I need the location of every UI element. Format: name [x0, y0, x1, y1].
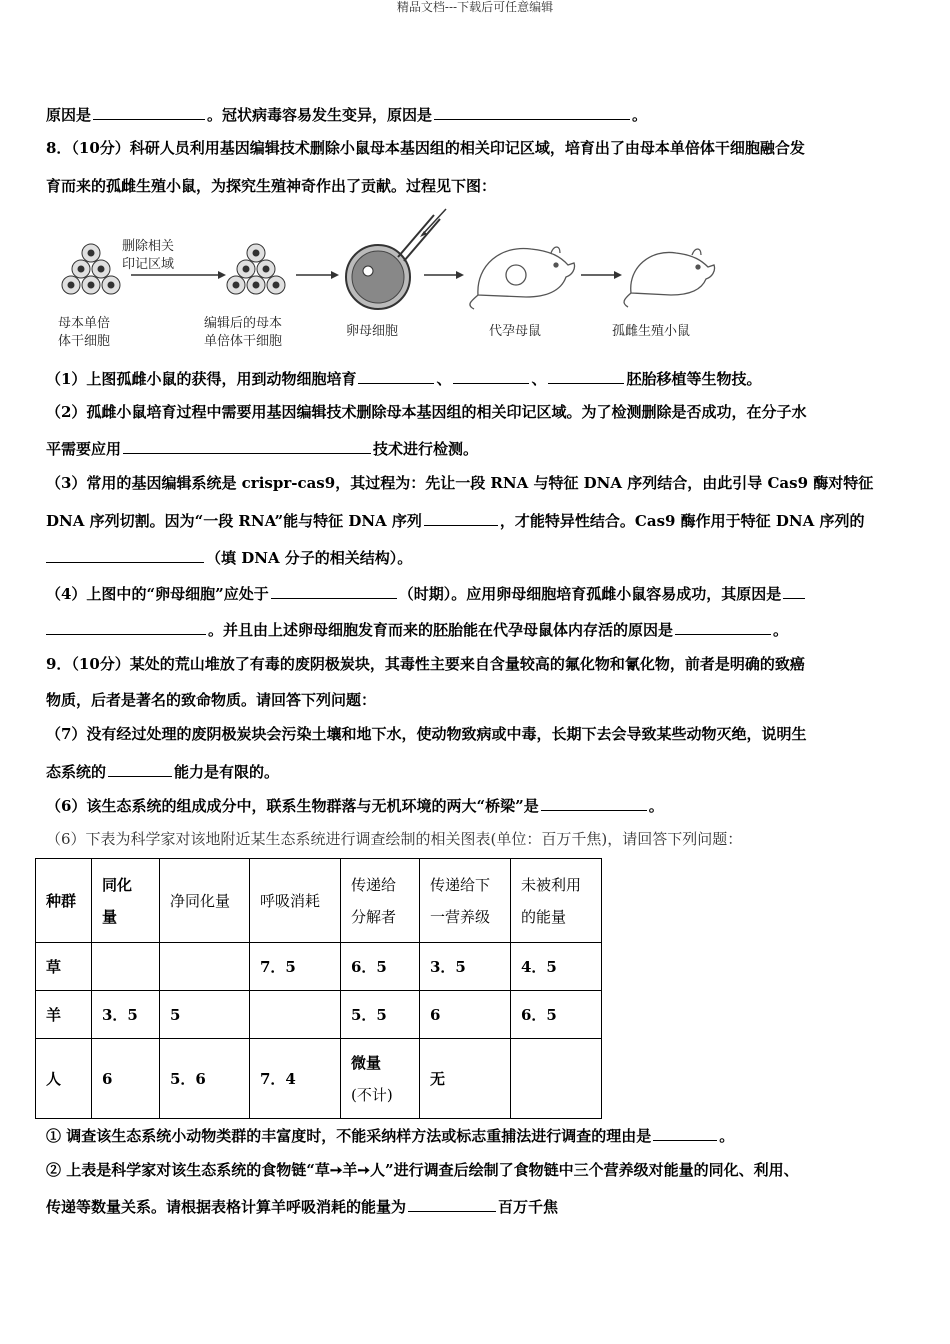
- table-cell: [250, 991, 341, 1039]
- text: （6）该生态系统的组成成分中，联系生物群落与无机环境的两大“桥梁”是: [46, 797, 539, 815]
- text: 百万千焦: [498, 1198, 559, 1216]
- table-cell: [160, 943, 250, 991]
- table-cell: 7．4: [250, 1039, 341, 1119]
- text: 胚胎移植等生物技。: [626, 370, 762, 388]
- table-cell: 6．5: [341, 943, 420, 991]
- header-cell: 种群: [36, 859, 92, 943]
- header-text: 的能量: [521, 907, 567, 926]
- answer-blank: [93, 104, 205, 120]
- answer-blank: [46, 619, 206, 635]
- header-cell: 净同化量: [160, 859, 250, 943]
- text: 技术进行检测。: [373, 440, 479, 458]
- q9-sub2-line1: ② 上表是科学家对该生态系统的食物链“草➙羊➙人”进行调查后绘制了食物链中三个营养级对能量的同化、利用、: [46, 1161, 799, 1179]
- answer-blank: [358, 368, 434, 384]
- table-cell: 5．5: [341, 991, 420, 1039]
- text: 原因是: [46, 106, 92, 124]
- cell-text: (不计): [351, 1085, 393, 1104]
- header-cell: [420, 859, 511, 943]
- text: 、: [436, 370, 452, 388]
- table-cell: 3．5: [92, 991, 160, 1039]
- q8-part3-line2: [46, 510, 906, 531]
- text: 能力是有限的。: [174, 763, 280, 781]
- answer-blank: [424, 510, 498, 526]
- answer-blank: [108, 761, 172, 777]
- text: 平需要应用: [46, 440, 122, 458]
- header-text: 传递给下: [430, 875, 491, 894]
- text: （4）上图中的“卵母细胞”应处于: [46, 585, 269, 603]
- text: 。: [773, 621, 789, 639]
- q8-stem-line1: 8．（10分）科研人员利用基因编辑技术删除小鼠母本基因组的相关印记区域，培育出了由母本单倍体干细胞融合发: [46, 139, 805, 157]
- header-text: 同化: [102, 875, 133, 894]
- process-diagram: [46, 205, 746, 355]
- header-text: 量: [102, 907, 118, 926]
- table-row: [36, 1039, 602, 1119]
- arrow-label-bottom: 印记区域: [122, 257, 175, 272]
- header-cell: [92, 859, 160, 943]
- table-cell: [92, 943, 160, 991]
- q8-part1: [46, 368, 906, 389]
- header-cell: 呼吸消耗: [250, 859, 341, 943]
- table-cell: [341, 1039, 420, 1119]
- answer-blank: [783, 583, 805, 599]
- table-cell: [511, 1039, 602, 1119]
- table-cell: 6．5: [511, 991, 602, 1039]
- answer-blank: [408, 1196, 496, 1212]
- header-text: 传递给: [351, 875, 397, 894]
- table-cell: 羊: [36, 991, 92, 1039]
- table-cell: 6: [92, 1039, 160, 1119]
- text: 。: [719, 1127, 735, 1145]
- answer-blank: [653, 1125, 717, 1141]
- answer-blank: [453, 368, 529, 384]
- table-header-row: [36, 859, 602, 943]
- q9-part6b: （6）下表为科学家对该地附近某生态系统进行调查绘制的相关图表(单位：百万千焦)，请回答下列问题：: [46, 830, 743, 848]
- q8-part2-line1: （2）孤雌小鼠培育过程中需要用基因编辑技术删除母本基因组的相关印记区域。为了检测删除是否成功，在分子水: [46, 403, 807, 421]
- header-text: 分解者: [351, 907, 397, 926]
- q9-part7-line1: （7）没有经过处理的废阴极炭块会污染土壤和地下水，使动物致病或中毒，长期下去会导致某些动物灭绝，说明生: [46, 725, 807, 743]
- energy-table: [35, 858, 602, 1119]
- surrogate-mouse-drawing: [470, 247, 575, 309]
- table-row: [36, 943, 602, 991]
- q9-sub1: [46, 1125, 906, 1146]
- answer-blank: [434, 104, 630, 120]
- arrow-label-top: 删除相关: [122, 239, 175, 254]
- q8-part3-line3: [46, 547, 906, 568]
- text: 、: [531, 370, 547, 388]
- oocyte-drawing: [346, 209, 446, 309]
- page-header: 精品文档---下载后可任意编辑: [396, 0, 554, 14]
- answer-blank: [123, 438, 371, 454]
- text: （1）上图孤雌小鼠的获得，用到动物细胞培育: [46, 370, 357, 388]
- label-surrogate: 代孕母鼠: [489, 324, 542, 339]
- answer-blank: [548, 368, 624, 384]
- text: 态系统的: [46, 763, 107, 781]
- q8-part4-line2: [46, 619, 906, 640]
- q8-part4-line1: [46, 583, 906, 604]
- answer-blank: [541, 795, 647, 811]
- offspring-mouse-drawing: [624, 249, 715, 307]
- table-cell: 7．5: [250, 943, 341, 991]
- label-edited-cell-b: 单倍体干细胞: [204, 334, 283, 349]
- q9-part7-line2: [46, 761, 906, 782]
- answer-blank: [46, 547, 204, 563]
- text: 。冠状病毒容易发生变异，原因是: [207, 106, 433, 124]
- stem-cell-cluster-1: [62, 244, 120, 294]
- q8-stem-line2: 育而来的孤雌生殖小鼠，为探究生殖神奇作出了贡献。过程见下图：: [46, 177, 497, 195]
- text: 。并且由上述卵母细胞发育而来的胚胎能在代孕母鼠体内存活的原因是: [208, 621, 674, 639]
- label-maternal-cell-a: 母本单倍: [58, 316, 111, 331]
- table-cell: 草: [36, 943, 92, 991]
- header-text: 一营养级: [430, 907, 491, 926]
- text: （时期）。应用卵母细胞培育孤雌小鼠容易成功，其原因是: [398, 585, 782, 603]
- q9-sub2-line2: [46, 1196, 906, 1217]
- table-cell: 5．6: [160, 1039, 250, 1119]
- table-cell: 人: [36, 1039, 92, 1119]
- table-cell: 3．5: [420, 943, 511, 991]
- table-cell: 5: [160, 991, 250, 1039]
- table-cell: 6: [420, 991, 511, 1039]
- text: 。: [632, 106, 648, 124]
- q9-stem-line2: 物质，后者是著名的致命物质。请回答下列问题：: [46, 691, 377, 709]
- text: DNA 序列切割。因为“一段 RNA”能与特征 DNA 序列: [46, 512, 422, 530]
- q8-part3-line1: （3）常用的基因编辑系统是 crispr-cas9，其过程为：先让一段 RNA 与特征 DNA 序列结合，由此引导 Cas9 酶对特征: [46, 474, 874, 492]
- table-cell: 4．5: [511, 943, 602, 991]
- label-offspring: 孤雌生殖小鼠: [612, 324, 691, 339]
- text: ① 调查该生态系统小动物类群的丰富度时，不能采纳样方法或标志重捕法进行调查的理由是: [46, 1127, 652, 1145]
- q9-stem-line1: 9．（10分）某处的荒山堆放了有毒的废阴极炭块，其毒性主要来自含量较高的氟化物和氰化物，前者是明确的致癌: [46, 655, 805, 673]
- cell-text: 微量: [351, 1053, 382, 1072]
- answer-blank: [271, 583, 397, 599]
- table-cell: 无: [420, 1039, 511, 1119]
- text: 。: [648, 797, 664, 815]
- label-edited-cell-a: 编辑后的母本: [204, 316, 283, 331]
- q9-part6a: [46, 795, 906, 816]
- q8-part2-line2: [46, 438, 906, 459]
- stem-cell-cluster-2: [227, 244, 285, 294]
- text: 传递等数量关系。请根据表格计算羊呼吸消耗的能量为: [46, 1198, 407, 1216]
- intro-line: [46, 104, 906, 125]
- table-row: [36, 991, 602, 1039]
- text: ，才能特异性结合。Cas9 酶作用于特征 DNA 序列的: [499, 512, 865, 530]
- header-cell: [341, 859, 420, 943]
- label-maternal-cell-b: 体干细胞: [58, 334, 111, 349]
- header-cell: [511, 859, 602, 943]
- label-oocyte: 卵母细胞: [346, 324, 399, 339]
- answer-blank: [675, 619, 771, 635]
- text: （填 DNA 分子的相关结构）。: [206, 549, 413, 567]
- header-text: 未被利用: [521, 875, 582, 894]
